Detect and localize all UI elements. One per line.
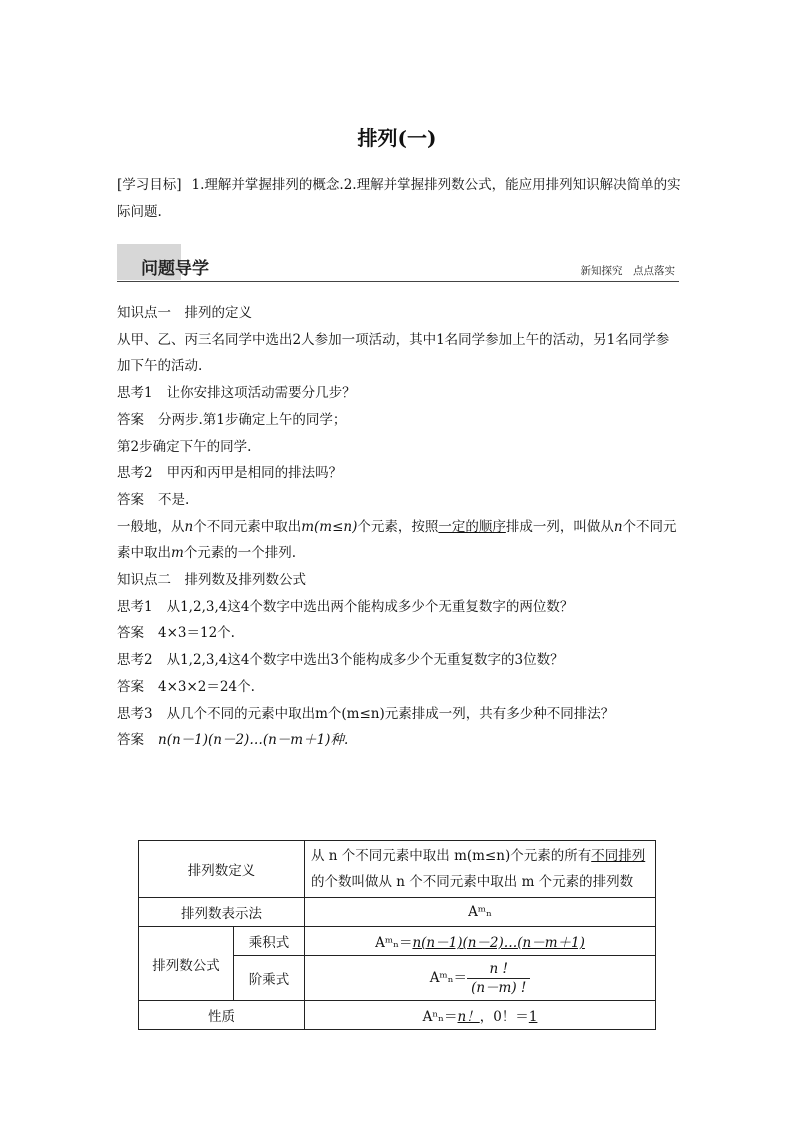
def-underlined: 一定的顺序 (438, 518, 506, 535)
table-sub-head: 阶乘式 (234, 956, 305, 1001)
def-var: m (301, 518, 315, 535)
formula-rhs: n(n－1)(n－2)…(n－m＋1) (412, 935, 585, 951)
formula-fraction (467, 960, 530, 997)
answer-label: 答案 (117, 491, 144, 508)
def-var: m (171, 545, 184, 562)
section-header (117, 244, 679, 282)
kp1-answer-1 (117, 407, 682, 434)
question-label: 思考1 (117, 598, 153, 615)
def-text: 个元素，按照 (357, 518, 439, 535)
def-text: 一般地，从 (117, 518, 185, 535)
objective-tag: [学习目标] (117, 177, 182, 193)
answer-label: 答案 (117, 678, 144, 695)
table-row (139, 927, 656, 956)
kp1-title: 知识点一 排列的定义 (117, 305, 252, 321)
answer-text: 4×3×2＝24个. (158, 678, 255, 695)
table-cell-factorial-formula (305, 956, 656, 1001)
section-right-label: 新知探究 点点落实 (580, 265, 675, 277)
main-content (117, 300, 682, 754)
objective-text: 1.理解并掌握排列的概念.2.理解并掌握排列数公式，能应用排列知识解决简单的实际问题. (117, 177, 681, 220)
permutation-table (138, 840, 656, 1030)
question-label: 思考3 (117, 705, 153, 722)
table-cell-property (305, 1001, 656, 1030)
section-heading: 问题导学 (141, 259, 209, 279)
kp1-answer-2 (117, 487, 682, 514)
question-text: 从几个不同的元素中取出m个(m≤n)元素排成一列，共有多少种不同排法？ (166, 705, 615, 722)
def-text: 个元素的一个排列. (183, 545, 297, 562)
question-text: 从1,2,3,4这4个数字中选出3个能构成多少个无重复数字的3位数？ (166, 652, 564, 669)
table-sub-head: 乘积式 (234, 927, 305, 956)
table-cell-definition (305, 841, 656, 898)
def-var: n (184, 518, 194, 535)
kp1-question-2 (117, 460, 682, 487)
question-label: 思考2 (117, 465, 153, 482)
table-row (139, 898, 656, 927)
def-condition: (m≤n) (314, 518, 358, 535)
property-value: 1 (528, 1009, 538, 1025)
question-label: 思考1 (117, 385, 153, 402)
section-divider (117, 281, 679, 282)
answer-text: 不是. (158, 491, 190, 508)
question-text: 甲丙和丙甲是相同的排法吗？ (166, 465, 343, 482)
answer-text: 分两步.第1步确定上午的同学； (158, 411, 347, 428)
learning-objective (117, 172, 682, 226)
formula-lhs: Aᵐₙ＝ (429, 969, 468, 986)
def-var: n (613, 518, 623, 535)
table-row (139, 841, 656, 898)
kp1-intro: 从甲、乙、丙三名同学中选出2人参加一项活动，其中1名同学参加上午的活动，另1名同学参加下午的活动. (117, 331, 670, 375)
table-row-head: 排列数表示法 (139, 898, 305, 927)
answer-text: n(n－1)(n－2)…(n－m＋1)种. (158, 732, 349, 749)
definition-underlined: 不同排列 (591, 848, 646, 864)
def-text: 个不同元素中取出 (193, 518, 302, 535)
answer-text: 4×3＝12个. (158, 625, 235, 642)
table-row-head: 排列数公式 (139, 927, 234, 1001)
permutation-definition (117, 514, 682, 567)
kp2-question-1 (117, 594, 682, 621)
kp1-answer-1-cont: 第2步确定下午的同学. (117, 438, 252, 455)
table-row-head: 排列数定义 (139, 841, 305, 898)
property-lhs: Aⁿₙ＝ (422, 1009, 458, 1025)
answer-label: 答案 (117, 732, 144, 749)
kp2-question-3 (117, 701, 682, 728)
kp2-answer-3 (117, 727, 682, 754)
definition-text: 从 n 个不同元素中取出 m(m≤n)个元素的所有 (311, 848, 592, 864)
formula-lhs: Aᵐₙ＝ (375, 935, 413, 951)
def-text: 个不同元素中取出 (117, 518, 677, 562)
table-row (139, 1001, 656, 1030)
definition-text: 的个数叫做从 n 个不同元素中取出 m 个元素的排列数 (311, 874, 634, 890)
question-text: 从1,2,3,4这4个数字中选出两个能构成多少个无重复数字的两位数？ (166, 598, 574, 615)
table-cell-product-formula (305, 927, 656, 956)
fraction-numerator: n ! (467, 960, 530, 979)
fraction-denominator: (n－m) ! (471, 979, 527, 996)
page-title: 排列(一) (357, 126, 437, 150)
kp2-question-2 (117, 647, 682, 674)
def-text: 排成一列，叫做从 (505, 518, 614, 535)
property-text: ，0！＝ (479, 1009, 529, 1025)
answer-label: 答案 (117, 411, 144, 428)
kp2-answer-2 (117, 674, 682, 701)
kp2-answer-1 (117, 620, 682, 647)
kp1-question-1 (117, 380, 682, 407)
question-label: 思考2 (117, 652, 153, 669)
answer-label: 答案 (117, 625, 144, 642)
kp2-title: 知识点二 排列数及排列数公式 (117, 572, 306, 589)
question-text: 让你安排这项活动需要分几步？ (166, 385, 356, 402)
table-cell-notation: Aᵐₙ (305, 898, 656, 927)
property-value: n！ (457, 1009, 480, 1025)
table-row-head: 性质 (139, 1001, 305, 1030)
